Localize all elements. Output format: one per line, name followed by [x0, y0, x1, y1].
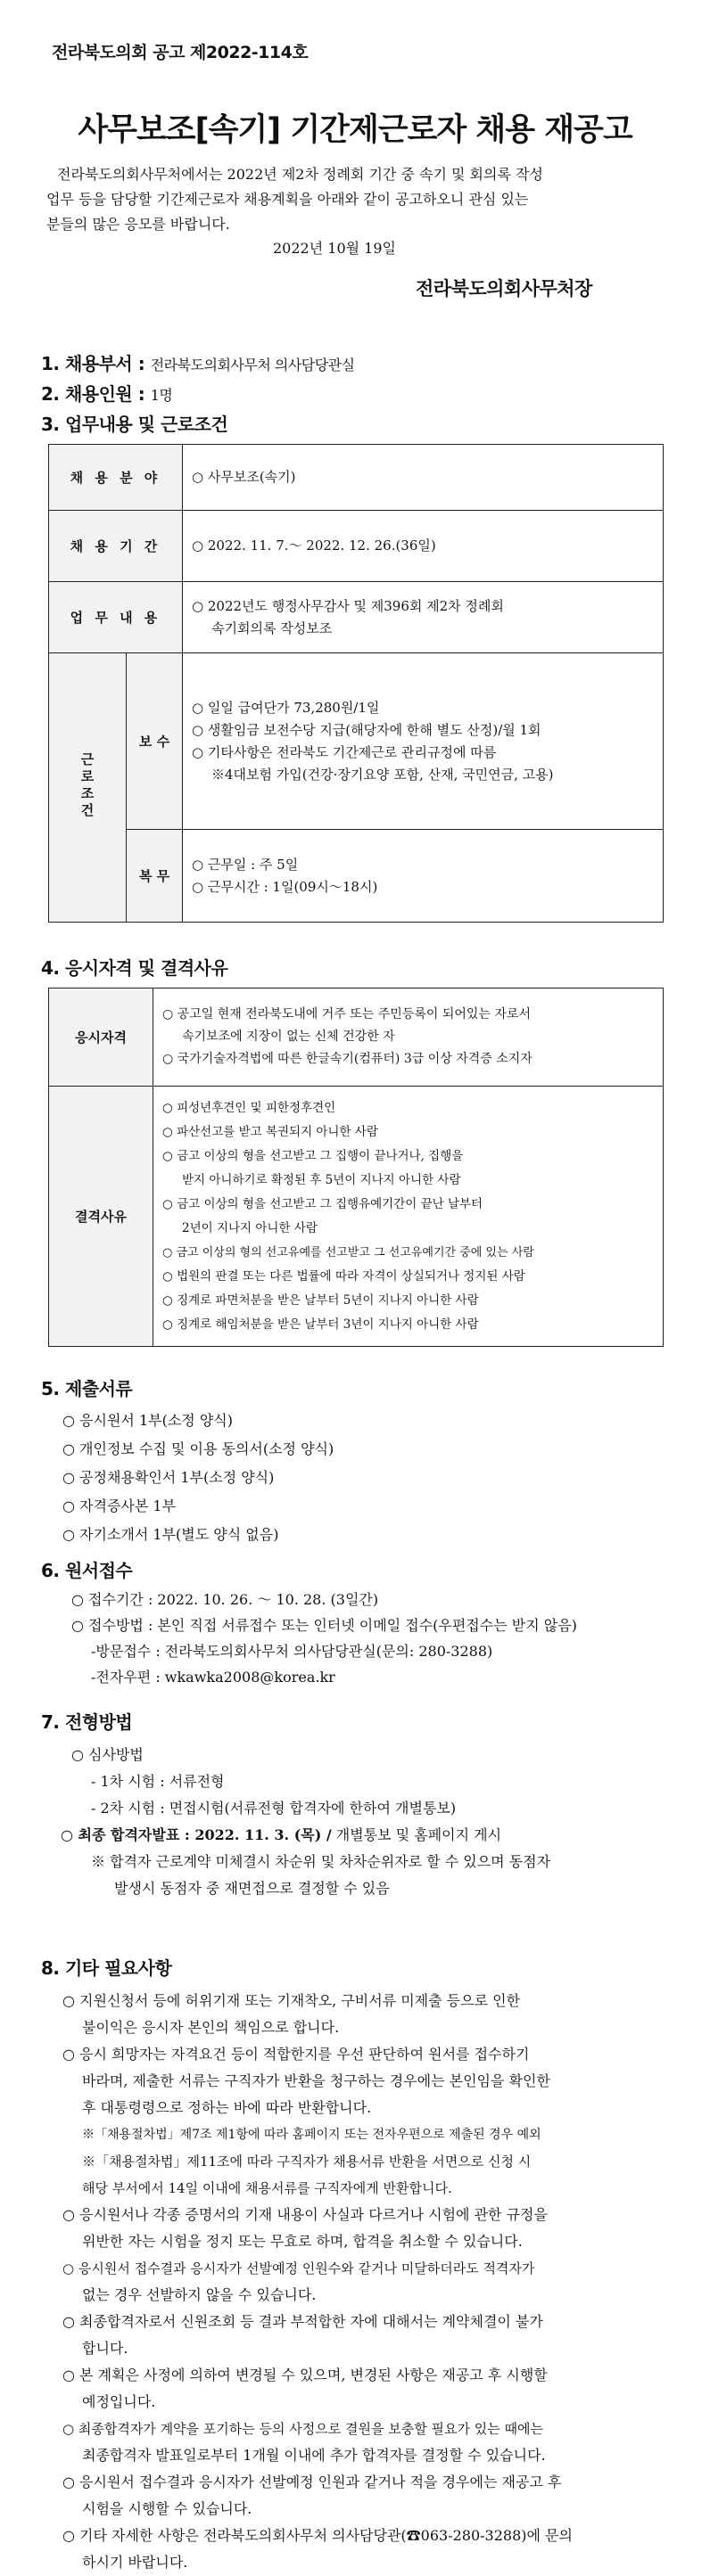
section-dept-value: 전라북도의회사무처 의사담당관실 [150, 357, 355, 373]
misc-line: 불이익은 응시자 본인의 책임으로 합니다. [82, 2019, 340, 2036]
page-title: 사무보조[속기] 기간제근로자 채용 재공고 [78, 112, 632, 148]
disq-line: ○ 피성년후견인 및 피한정후견인 [162, 1100, 336, 1115]
table-row [49, 653, 664, 830]
qual-line: ○ 공고일 현재 전라북도내에 거주 또는 주민등록이 되어있는 자로서 [162, 1007, 531, 1021]
intro-paragraph [46, 162, 662, 237]
field-label: 채 용 분 야 [49, 445, 183, 511]
misc-line: 예정입니다. [82, 2393, 156, 2410]
apply-line: ○ 접수기간 : 2022. 10. 26. ～ 10. 28. (3일간) [71, 1591, 379, 1608]
misc-line: 하시기 바랍니다. [82, 2554, 188, 2571]
section-screening-heading: 7. 전형방법 [41, 1711, 133, 1733]
misc-line: 합니다. [82, 2340, 128, 2357]
pay-line: ○ 생활임금 보전수당 지급(해당자에 한해 별도 산정)/월 1회 [192, 721, 541, 738]
misc-line: ○ 최종합격자로서 신원조회 등 결과 부적합한 자에 대해서는 계약체결이 불가 [62, 2313, 543, 2330]
table-row [49, 445, 664, 511]
misc-line: ○ 본 계획은 사정에 의하여 변경될 수 있으며, 변경된 사항은 재공고 후 시행할 [62, 2367, 548, 2383]
intro-line: 분들의 많은 응모를 바랍니다. [46, 216, 230, 233]
table-row [49, 830, 664, 923]
qual-label: 응시자격 [49, 989, 153, 1087]
apply-line: -전자우편 : wkawka2008@korea.kr [91, 1669, 335, 1686]
list-item: ○ 자기소개서 1부(별도 양식 없음) [62, 1526, 279, 1543]
final-announcement: ○ 최종 합격자발표 : 2022. 11. 3. (목) / 개별통보 및 홈페이지 게시 [61, 1826, 502, 1843]
disq-line: 2년이 지나지 아니한 사람 [182, 1220, 318, 1235]
section-dept-label: 1. 채용부서 : [41, 353, 145, 374]
disq-value [153, 1087, 664, 1347]
misc-line: 바라며, 제출한 서류는 구직자가 반환을 청구하는 경우에는 본인임을 확인한 [82, 2072, 550, 2089]
misc-details [62, 1988, 669, 2576]
misc-line: 해당 부서에서 14일 이내에 채용서류를 구직자에게 반환합니다. [82, 2180, 452, 2196]
disq-line: ○ 파산선고를 받고 복권되지 아니한 사람 [162, 1124, 378, 1139]
period-value: ○ 2022. 11. 7.～ 2022. 12. 26.(36일) [183, 511, 664, 582]
work-conditions-table [48, 444, 664, 923]
misc-line: ○ 응시원서나 각종 증명서의 기재 내용이 사실과 다르거나 시험에 관한 규정을 [62, 2206, 548, 2223]
field-value: ○ 사무보조(속기) [183, 445, 664, 511]
section-headcount [41, 380, 172, 406]
duty-value [183, 582, 664, 653]
misc-line: ※「채용절차법」제11조에 따라 구직자가 채용서류 반환을 서면으로 신청 시 [82, 2154, 532, 2170]
screening-details [61, 1742, 551, 1902]
misc-line: 최종합격자 발표일로부터 1개월 이내에 추가 합격자를 결정할 수 있습니다. [82, 2447, 546, 2464]
misc-line: 없는 경우 선발하지 않을 수 있습니다. [82, 2286, 317, 2303]
disq-line: ○ 금고 이상의 형의 선고유예를 선고받고 그 선고유예기간 중에 있는 사람 [162, 1245, 534, 1259]
service-label: 복 무 [127, 830, 183, 923]
section-qual-heading: 4. 응시자격 및 결격사유 [41, 957, 228, 979]
list-item: ○ 응시원서 1부(소정 양식) [62, 1412, 233, 1429]
section-headcount-label: 2. 채용인원 : [41, 383, 145, 405]
table-row [49, 511, 664, 582]
section-duty-heading: 3. 업무내용 및 근로조건 [41, 414, 228, 435]
disq-line: ○ 징계로 파면처분을 받은 날부터 5년이 지나지 아니한 사람 [162, 1292, 479, 1308]
service-line: ○ 근무시간 : 1일(09시～18시) [192, 878, 378, 895]
conditions-label: 근로조건 [49, 653, 127, 923]
section-misc-heading: 8. 기타 필요사항 [41, 1957, 172, 1979]
pay-line: ○ 기타사항은 전라북도 기간제근로 관리규정에 따름 [192, 743, 497, 760]
disq-line: ○ 금고 이상의 형을 선고받고 그 집행이 끝나거나, 집행을 [162, 1148, 464, 1163]
signer: 전라북도의회사무처장 [416, 278, 592, 299]
misc-line: ○ 최종합격자가 계약을 포기하는 등의 사정으로 결원을 보충할 필요가 있는 때에는 [62, 2421, 543, 2437]
duty-line: 속기회의록 작성보조 [211, 619, 333, 636]
misc-line: ○ 응시원서 접수결과 응시자가 선발예정 인원과 같거나 적을 경우에는 재공고 후 [62, 2473, 562, 2490]
notice-date: 2022년 10월 19일 [273, 240, 396, 257]
intro-line: 업무 등을 담당할 기간제근로자 채용계획을 아래와 같이 공고하오니 관심 있는 [46, 191, 529, 208]
misc-line: ○ 응시 희망자는 자격요건 등이 적합한지를 우선 판단하여 원서를 접수하기 [62, 2046, 530, 2063]
misc-line: ※「채용절차법」제7조 제1항에 따라 홈페이지 또는 전자우편으로 제출된 경우 예외 [82, 2128, 541, 2142]
section-dept [41, 349, 355, 375]
pay-value [183, 653, 664, 830]
disq-line: ○ 법원의 판결 또는 다른 법률에 따라 자격이 상실되거나 정지된 사람 [162, 1268, 525, 1284]
apply-line: -방문접수 : 전라북도의회사무처 의사담당관실(문의: 280-3288) [91, 1643, 493, 1660]
misc-line: ○ 지원신청서 등에 허위기재 또는 기재착오, 구비서류 미제출 등으로 인한 [62, 1992, 521, 2009]
pay-label: 보 수 [127, 653, 183, 830]
section-docs-heading: 5. 제출서류 [41, 1378, 133, 1399]
table-row [49, 582, 664, 653]
screening-line: - 1차 시험 : 서류전형 [91, 1773, 225, 1790]
qual-value [153, 989, 664, 1087]
service-line: ○ 근무일 : 주 5일 [192, 856, 299, 873]
disq-line: ○ 징계로 해임처분을 받은 날부터 3년이 지나지 아니한 사람 [162, 1317, 479, 1332]
qualification-table [48, 988, 664, 1347]
misc-line: 위반한 자는 시험을 정지 또는 무효로 하며, 합격을 취소할 수 있습니다. [82, 2233, 523, 2250]
pay-line: ○ 일일 급여단가 73,280원/1일 [192, 699, 380, 716]
list-item: ○ 공정채용확인서 1부(소정 양식) [62, 1469, 275, 1486]
disq-line: ○ 금고 이상의 형을 선고받고 그 집행유예기간이 끝난 날부터 [162, 1196, 483, 1211]
list-item: ○ 자격증사본 1부 [62, 1497, 177, 1514]
disq-label: 결격사유 [49, 1087, 153, 1347]
screening-line: ○ 심사방법 [71, 1746, 144, 1763]
apply-details [71, 1587, 577, 1690]
period-label: 채 용 기 간 [49, 511, 183, 582]
disq-line: 받지 아니하기로 확정된 후 5년이 지나지 아니한 사람 [182, 1172, 461, 1187]
table-row [49, 989, 664, 1087]
screening-note: 발생시 동점자 중 재면접으로 결정할 수 있음 [114, 1880, 390, 1897]
qual-line: ○ 국가기술자격법에 따른 한글속기(컴퓨터) 3급 이상 자격증 소지자 [162, 1052, 532, 1066]
section-headcount-value: 1명 [150, 387, 173, 404]
table-row [49, 1087, 664, 1347]
notice-number: 전라북도의회 공고 제2022-114호 [52, 43, 309, 62]
misc-line: ○ 응시원서 접수결과 응시자가 선발예정 인원수와 같거나 미달하더라도 적격자가 [62, 2260, 535, 2277]
duty-line: ○ 2022년도 행정사무감사 및 제396회 제2차 정례회 [192, 597, 504, 614]
intro-line: 전라북도의회사무처에서는 2022년 제2차 정례회 기간 중 속기 및 회의록 작성 [57, 166, 543, 183]
misc-line: 시험을 시행할 수 있습니다. [82, 2500, 252, 2517]
misc-line: 후 대통령령으로 정하는 바에 따라 반환합니다. [82, 2099, 372, 2116]
duty-label: 업 무 내 용 [49, 582, 183, 653]
service-value [183, 830, 664, 923]
docs-list [62, 1407, 334, 1549]
pay-line: ※4대보험 가입(건강·장기요양 포함, 산재, 국민연금, 고용) [211, 766, 554, 783]
section-apply-heading: 6. 원서접수 [41, 1560, 133, 1581]
list-item: ○ 개인정보 수집 및 이용 동의서(소정 양식) [62, 1440, 334, 1457]
screening-note: ※ 합격자 근로계약 미체결시 차순위 및 차차순위자로 할 수 있으며 동점자 [91, 1853, 551, 1870]
screening-line: - 2차 시험 : 면접시험(서류전형 합격자에 한하여 개별통보) [91, 1800, 457, 1817]
qual-line: 속기보조에 지장이 없는 신체 건강한 자 [182, 1030, 395, 1044]
misc-line: ○ 기타 자세한 사항은 전라북도의회사무처 의사담당관(☎063-280-3288)에 문의 [62, 2527, 573, 2544]
apply-line: ○ 접수방법 : 본인 직접 서류접수 또는 인터넷 이메일 접수(우편접수는 받지 않음) [71, 1617, 577, 1634]
